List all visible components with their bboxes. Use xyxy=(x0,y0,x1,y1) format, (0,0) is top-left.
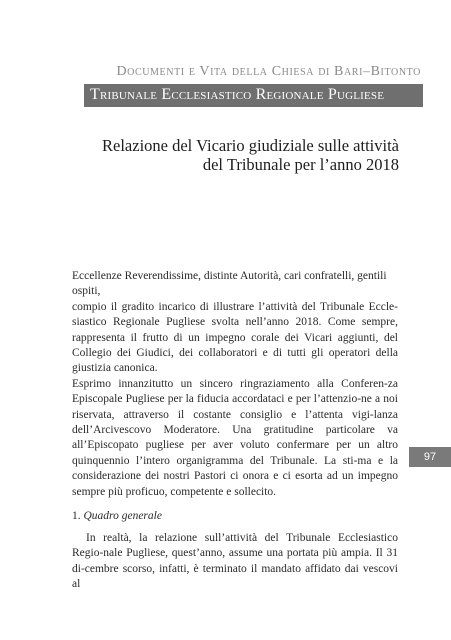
section-number: 1. xyxy=(72,510,81,522)
section-banner: Tribunale Ecclesiastico Regionale Pugliese xyxy=(84,84,423,106)
section-paragraph: In realtà, la relazione sull’attività del Tribunale Ecclesiastico Regio-nale Pugliese, quest’anno, assume una portata più ampia. Il 31 di-cembre scorso, infatti, è terminato il mandato affidato dai vescovi al xyxy=(72,532,398,591)
body-text xyxy=(72,269,398,500)
banner-rule xyxy=(84,106,423,107)
thanks-paragraph: Esprimo innanzitutto un sincero ringraziamento alla Conferen-za Episcopale Pugliese per la fiducia accordataci e per l’attenzio-ne a noi riservata, attraverso il costante consiglio e l’attenta vigi-lanza dell’Arcivescovo Moderatore. Una gratitudine particolare va all’Episcopato pugliese per aver voluto confermare per un altro quinquennio l’intero organigramma del Tribunale. La sti-ma e la considerazione dei nostri Pastori ci onora e ci esorta ad un impegno sempre più proficuo, competente e sollecito. xyxy=(72,377,398,498)
section-title: Quadro generale xyxy=(83,510,162,522)
section-body xyxy=(72,531,398,593)
intro-paragraph: compio il gradito incarico di illustrare l’attività del Tribunale Eccle-siastico Regionale Pugliese svolta nell’anno 2018. Come sempre, rappresenta il frutto di un impegno corale dei Vicari aggiunti, del Collegio dei Giudici, dei collaboratori e di tutti gli operatori della giustizia canonica. xyxy=(72,300,398,375)
section-heading xyxy=(72,509,398,524)
salutation-paragraph: Eccellenze Reverendissime, distinte Autorità, cari confratelli, gentili ospiti, xyxy=(72,270,387,298)
running-head: Documenti e Vita della Chiesa di Bari–Bitonto xyxy=(116,64,421,79)
article-title-line-2: del Tribunale per l’anno 2018 xyxy=(202,155,399,174)
article-title xyxy=(60,136,399,174)
article-title-line-1: Relazione del Vicario giudiziale sulle attività xyxy=(102,136,399,155)
page-number-tab: 97 xyxy=(409,447,451,467)
